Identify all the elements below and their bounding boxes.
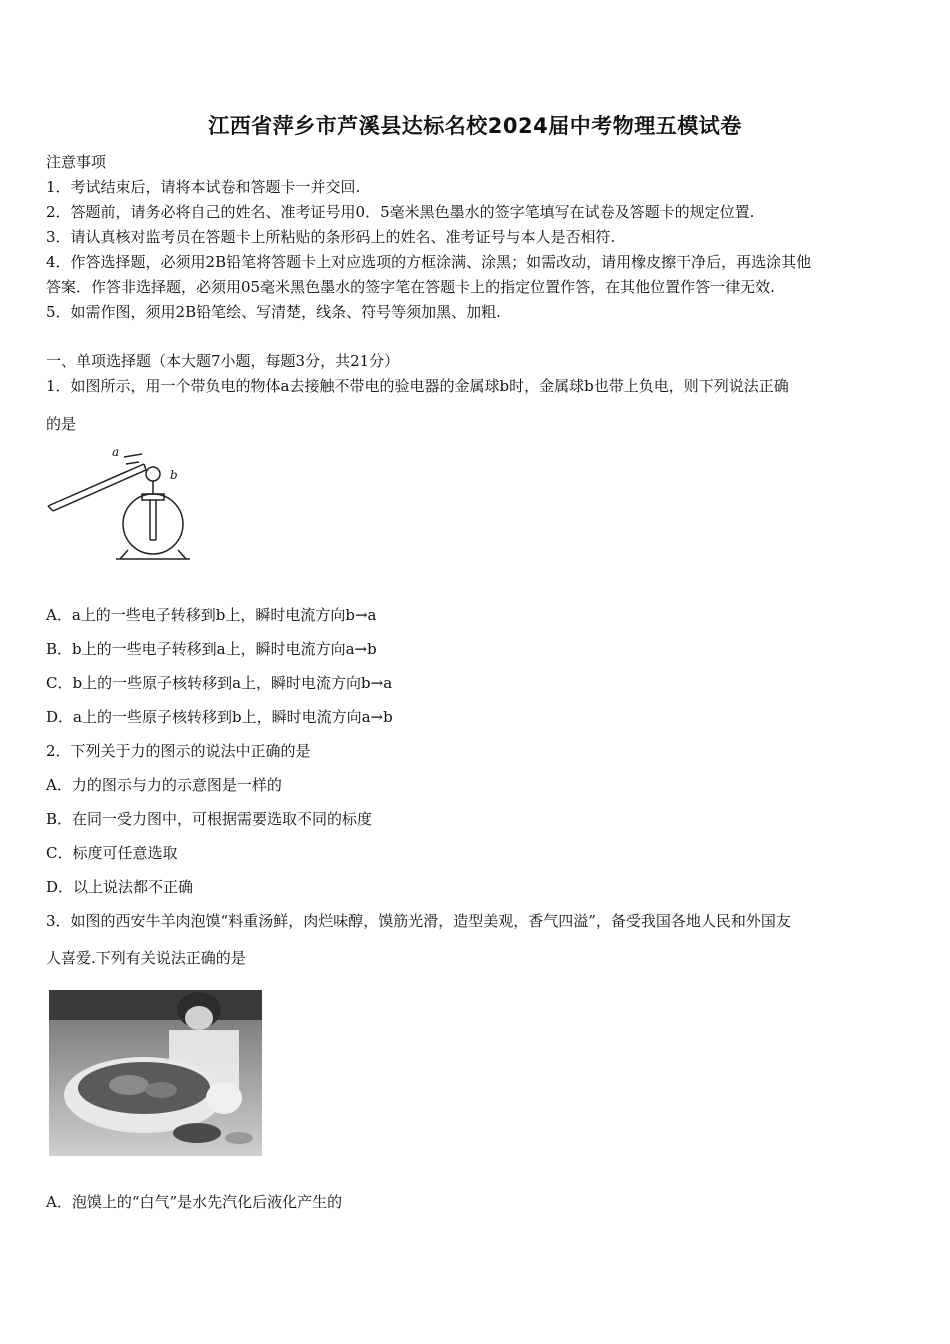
label-a: a xyxy=(112,445,120,459)
option-B: B．在同一受力图中，可根据需要选取不同的标度 xyxy=(46,810,373,828)
option-A: A．a上的一些电子转移到b上，瞬时电流方向b→a xyxy=(46,606,377,624)
option-C: C．b上的一些原子核转移到a上，瞬时电流方向b→a xyxy=(46,674,393,692)
notice-item: 3．请认真核对监考员在答题卡上所粘贴的条形码上的姓名、准考证号与本人是否相符. xyxy=(46,228,616,246)
notice-item: 答案．作答非选择题，必须用05毫米黑色墨水的签字笔在答题卡上的指定位置作答，在其他位置作答一律无效. xyxy=(46,278,775,296)
question-1-stem-cont: 的是 xyxy=(46,415,77,433)
question-2-stem: 2．下列关于力的图示的说法中正确的是 xyxy=(46,742,311,760)
option-D: D．a上的一些原子核转移到b上，瞬时电流方向a→b xyxy=(46,708,393,726)
paomo-photo xyxy=(49,990,262,1156)
notice-item: 5．如需作图，须用2B铅笔绘、写清楚，线条、符号等须加黑、加粗. xyxy=(46,303,501,321)
label-b: b xyxy=(170,468,178,482)
section-heading: 一、单项选择题（本大题7小题，每题3分，共21分） xyxy=(46,352,400,370)
question-3-stem: 3．如图的西安牛羊肉泡馍“料重汤鲜，肉烂味醇，馍筋光滑，造型美观，香气四溢”，备受我国各地人民和外国友 xyxy=(46,912,791,930)
notice-heading: 注意事项 xyxy=(46,153,107,171)
question-3-stem-cont: 人喜爱.下列有关说法正确的是 xyxy=(46,949,246,967)
notice-item: 1．考试结束后，请将本试卷和答题卡一并交回. xyxy=(46,178,361,196)
question-1-stem: 1．如图所示，用一个带负电的物体a去接触不带电的验电器的金属球b时，金属球b也带上负电，则下列说法正确 xyxy=(46,377,789,395)
option-A: A．泡馍上的“白气”是水先汽化后液化产生的 xyxy=(46,1193,343,1211)
option-A: A．力的图示与力的示意图是一样的 xyxy=(46,776,282,794)
option-C: C．标度可任意选取 xyxy=(46,844,178,862)
notice-item: 4．作答选择题，必须用2B铅笔将答题卡上对应选项的方框涂满、涂黑；如需改动，请用橡皮擦干净后，再选涂其他 xyxy=(46,253,812,271)
page-title: 江西省萍乡市芦溪县达标名校2024届中考物理五模试卷 xyxy=(208,114,742,138)
option-B: B．b上的一些电子转移到a上，瞬时电流方向a→b xyxy=(46,640,377,658)
electroscope-figure xyxy=(46,442,206,567)
notice-item: 2．答题前，请务必将自己的姓名、准考证号用0．5毫米黑色墨水的签字笔填写在试卷及答题卡的规定位置. xyxy=(46,203,755,221)
option-D: D．以上说法都不正确 xyxy=(46,878,194,896)
